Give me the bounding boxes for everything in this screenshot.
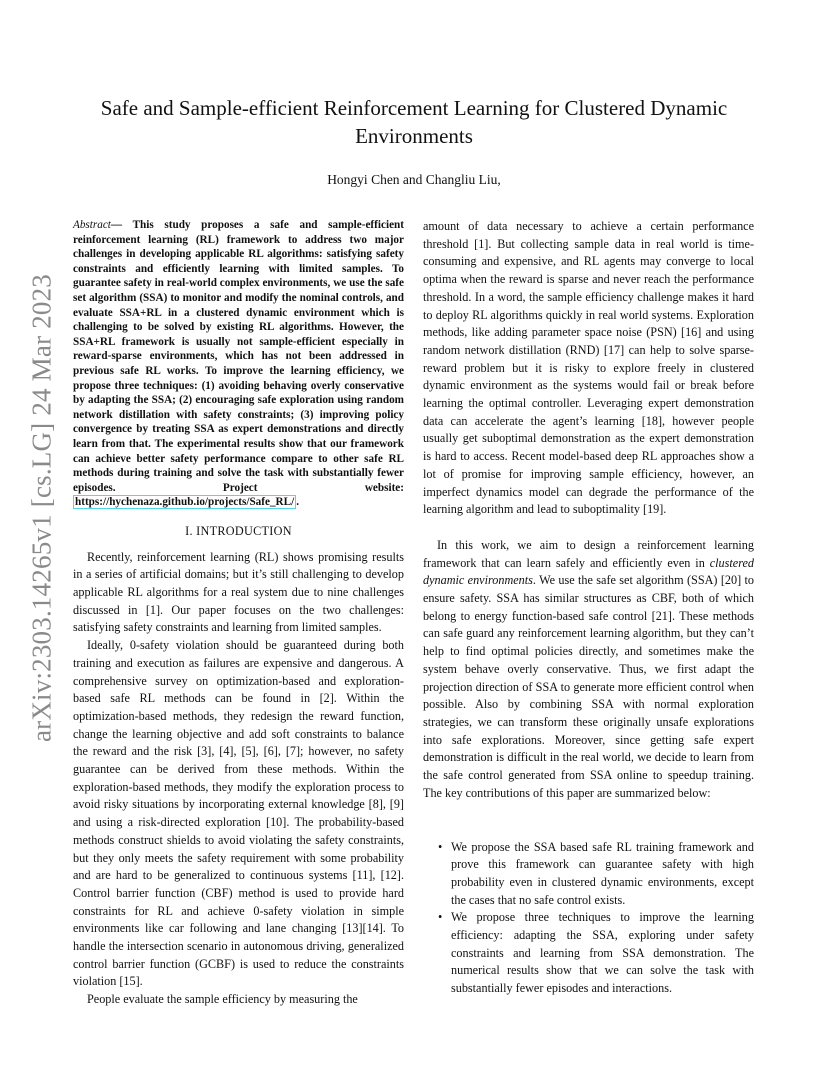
contribution-item: • We propose the SSA based safe RL training framework and prove this framework can guarantee safety with high probability even in clustered dynamic environments, except the cases that no safe control exists.: [451, 839, 754, 910]
abstract-dash: —: [110, 219, 133, 231]
right-column: [423, 218, 754, 998]
intro-paragraph-3: People evaluate the sample efficiency by measuring the: [87, 992, 358, 1007]
arxiv-id-text: arXiv:2303.14265v1 [cs.LG] 24 Mar 2023: [26, 273, 57, 743]
right-paragraph-2: [423, 537, 754, 803]
paper-title: Safe and Sample-efficient Reinforcement Learning for Clustered Dynamic Environments: [100, 96, 728, 148]
right-paragraph-1: amount of data necessary to achieve a certain performance threshold [1]. But collecting sample data in real world is time-consuming and expensive, and RL agents may converge to local optima when the reward is sparse and never reach the performance threshold. In a word, the sample efficiency challenge makes it hard to deploy RL algorithms quickly in real world systems. Exploration methods, like adding parameter space noise (PSN) [16] and using random network distillation (RND) [17] can help to solve sparse-reward problem but it is risky to explore freely in clustered dynamic environment as the systems would fail or break before learning the optimal controller. Leveraging expert demonstration data can accelerate the agent’s learning [18], however people usually get suboptimal demonstration as the expert demonstration is hard to access. Recent model-based deep RL approaches show a lot of promise for improving sample efficiency, however, an imperfect dynamics model can degrade the performance of the learning algorithm and lead to suboptimality [19].: [423, 219, 754, 517]
abstract-text: This study proposes a safe and sample-efficient reinforcement learning (RL) framework to address two major challenges in developing applicable RL algorithms: satisfying safety constraints and efficiently learning with limited samples. To guarantee safety in real-world complex environments, we use the safe set algorithm (SSA) to monitor and modify the nominal controls, and evaluate SSA+RL in a clustered dynamic environment which is challenging to be solved by existing RL algorithms. However, the SSA+RL framework is usually not sample-efficient especially in reward-sparse environments, which has not been addressed in previous safe RL works. To improve the learning efficiency, we propose three techniques: (1) avoiding behaving overly conservative by adapting the SSA; (2) encouraging safe exploration using random network distillation with safety constraints; (3) improving policy convergence by treating SSA as expert demonstrations and directly learn from that. The experimental results show that our framework can achieve better safety performance compare to other safe RL methods during training and solve the task with substantially fewer episodes. Project website:: [73, 219, 404, 494]
project-website-link[interactable]: https://hychenaza.github.io/projects/Safe_RL/: [75, 496, 295, 509]
contribution-item: • We propose three techniques to improve the learning efficiency: adapting the SSA, exploring under safety constraints and learning from SSA demonstration. The numerical results show that we can solve the task with substantially fewer episodes and interactions.: [451, 909, 754, 998]
abstract: [73, 218, 404, 510]
abstract-label: Abstract: [73, 219, 111, 231]
paper-authors: Hongyi Chen and Changliu Liu,: [327, 172, 501, 187]
p2-text-a: In this work, we aim to design a reinforcement learning framework that can learn safely and efficiently even in: [423, 537, 754, 570]
left-column: [73, 218, 404, 1009]
abstract-end: .: [296, 496, 300, 509]
p2-emphasis: clustered dynamic environments: [423, 555, 754, 588]
arxiv-side-identifier: [22, 273, 62, 743]
intro-paragraph-1: Recently, reinforcement learning (RL) shows promising results in a series of artificial domains; but it’s still challenging to develop applicable RL algorithms for a real system due to nine challenges discussed in [1]. Our paper focuses on the two challenges: satisfying safety constraints and learning from limited samples.: [73, 549, 404, 635]
contributions-list: [423, 839, 754, 998]
section-heading-introduction: I. INTRODUCTION: [185, 523, 292, 538]
p2-text-b: . We use the safe set algorithm (SSA) [20] to ensure safety. SSA has similar structures as CBF, both of which belong to energy function-based safe control [21]. These methods can safe guard any reinforcement learning algorithm, but they can’t help to find optimal policies directly, and sometimes make the system behave overly conservative. Thus, we first adapt the projection direction of SSA to generate more efficient control when possible. Also by combining SSA with normal exploration strategies, we can transform these originally unsafe explorations into safe explorations. Moreover, since getting safe expert demonstration is difficult in the real world, we decide to learn from the safe control generated from SSA online to speedup training. The key contributions of this paper are summarized below:: [423, 573, 755, 800]
intro-paragraph-2: Ideally, 0-safety violation should be guaranteed during both training and execution as failures are expensive and dangerous. A comprehensive survey on optimization-based and exploration-based safe RL methods can be found in [2]. Within the optimization-based methods, they redesign the reward function, change the learning objective and add soft constraints to balance the reward and the risk [3], [4], [5], [6], [7]; however, no safety guarantee can be derived from these methods. Within the exploration-based methods, they modify the exploration process to avoid risky situations by incorporating external knowledge [8], [9] and using a risk-directed exploration [10]. The probability-based methods construct shields to avoid violating the safety constraints, but they only meets the safety requirement with some probability and are hard to be generalized to continuous systems [11], [12]. Control barrier function (CBF) method is used to provide hard constraints for RL and achieve 0-safety violation in simple environments like car following and lane changing [13][14]. To handle the intersection scenario in autonomous driving, generalized control barrier function (GCBF) is used to reduce the constraints violation [15].: [73, 638, 404, 989]
